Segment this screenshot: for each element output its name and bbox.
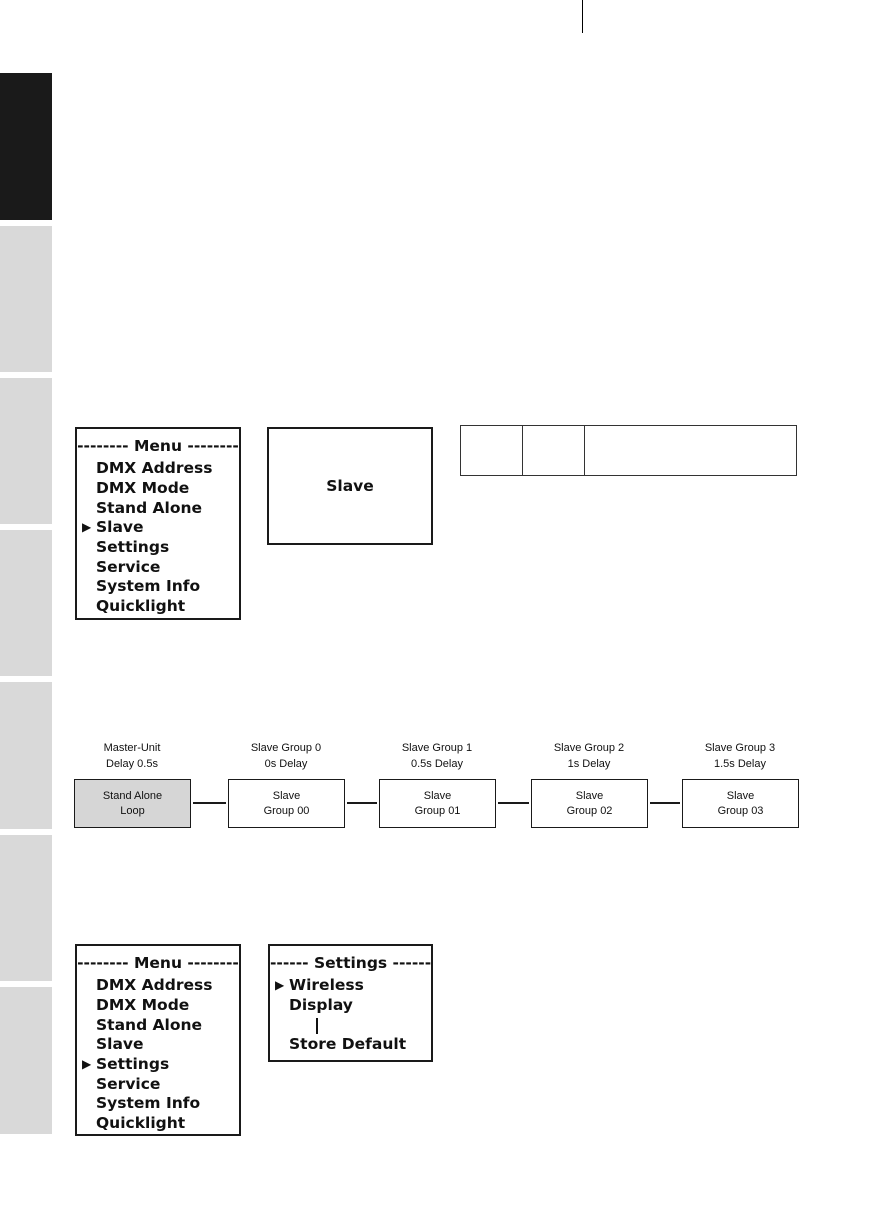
chain-connector — [498, 802, 529, 804]
menu-item-dmx-mode: DMX Mode — [96, 479, 190, 497]
chain-label-group-1: Slave Group 1 0.5s Delay — [401, 742, 473, 770]
table-divider — [584, 426, 585, 475]
slave-group-00-box: Slave Group 00 — [228, 779, 345, 828]
settings-item-wireless: ▶ Wireless — [275, 976, 364, 994]
selection-arrow-icon: ▶ — [82, 520, 92, 534]
menu-item-stand-alone: Stand Alone — [96, 1016, 203, 1034]
slave-screen-label: Slave — [326, 477, 374, 495]
slave-group-01-box: Slave Group 01 — [379, 779, 496, 828]
master-unit-box: Stand Alone Loop — [74, 779, 191, 828]
slave-group-02-box: Slave Group 02 — [531, 779, 648, 828]
menu-item-quicklight: Quicklight — [96, 1114, 186, 1132]
side-tab-3[interactable] — [0, 378, 52, 524]
chain-label-group-2: Slave Group 2 1s Delay — [553, 742, 625, 770]
crop-mark — [582, 0, 583, 33]
slave-screen — [267, 427, 433, 545]
blank-table — [460, 425, 797, 476]
side-tab-6[interactable] — [0, 835, 52, 981]
chain-connector — [347, 802, 377, 804]
settings-title: ------ Settings ------ — [270, 954, 432, 972]
menu-item-slave: ▶ Slave — [82, 518, 144, 536]
chain-label-master: Master-Unit Delay 0.5s — [103, 742, 161, 770]
menu-screen-2 — [75, 944, 241, 1136]
menu-item-system-info: System Info — [96, 577, 201, 595]
menu-item-settings: Settings — [96, 538, 170, 556]
menu-item-service: Service — [96, 1075, 161, 1093]
menu-item-dmx-address: DMX Address — [96, 459, 213, 477]
menu-screen-1 — [75, 427, 241, 620]
settings-item-store-default: Store Default — [289, 1035, 407, 1053]
menu-item-service: Service — [96, 558, 161, 576]
selection-arrow-icon: ▶ — [275, 978, 285, 992]
slave-group-03-box: Slave Group 03 — [682, 779, 799, 828]
selection-arrow-icon: ▶ — [82, 1057, 92, 1071]
settings-screen — [268, 944, 433, 1062]
menu-title: -------- Menu -------- — [77, 437, 239, 455]
menu-item-dmx-address: DMX Address — [96, 976, 213, 994]
table-divider — [522, 426, 523, 475]
side-tab-2[interactable] — [0, 226, 52, 372]
chain-label-group-0: Slave Group 0 0s Delay — [250, 742, 322, 770]
side-tab-1[interactable] — [0, 73, 52, 220]
chain-label-group-3: Slave Group 3 1.5s Delay — [704, 742, 776, 770]
chain-connector — [193, 802, 226, 804]
menu-item-slave: Slave — [96, 1035, 144, 1053]
list-continuation-line — [316, 1018, 318, 1034]
menu-item-settings: ▶ Settings — [82, 1055, 170, 1073]
side-tab-4[interactable] — [0, 530, 52, 676]
menu-item-dmx-mode: DMX Mode — [96, 996, 190, 1014]
chain-connector — [650, 802, 680, 804]
side-tab-7[interactable] — [0, 987, 52, 1134]
menu-title: -------- Menu -------- — [77, 954, 239, 972]
menu-item-stand-alone: Stand Alone — [96, 499, 203, 517]
settings-item-display: Display — [289, 996, 353, 1014]
menu-item-system-info: System Info — [96, 1094, 201, 1112]
menu-item-quicklight: Quicklight — [96, 597, 186, 615]
side-tab-5[interactable] — [0, 682, 52, 829]
